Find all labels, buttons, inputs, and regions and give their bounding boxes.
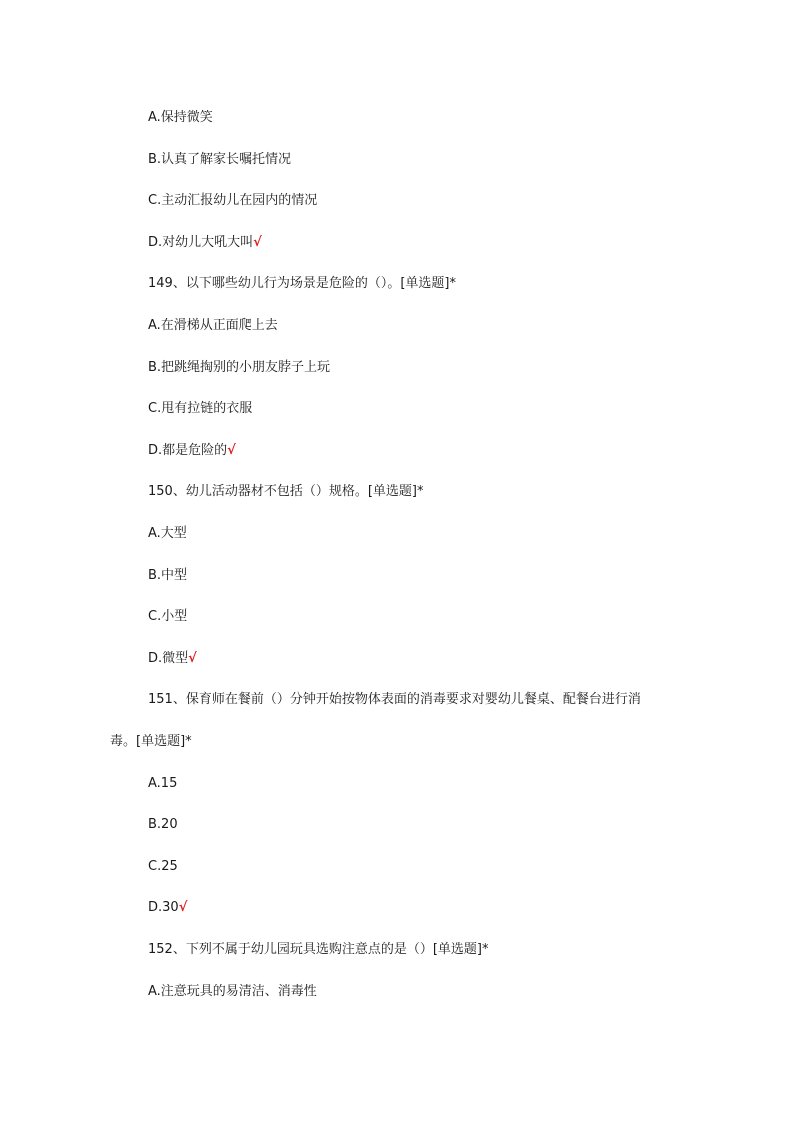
q149-option-d bbox=[148, 442, 236, 460]
q150-option-a: A.大型 bbox=[148, 526, 187, 541]
q151-option-b: B.20 bbox=[148, 817, 178, 832]
correct-check-icon: √ bbox=[188, 651, 197, 666]
q150-option-c: C.小型 bbox=[148, 609, 188, 624]
q148-option-a: A.保持微笑 bbox=[148, 110, 213, 125]
q148-option-b: B.认真了解家长嘱托情况 bbox=[148, 152, 292, 167]
option-text: D.微型 bbox=[148, 651, 189, 666]
q151-question-line2: 毒。[单选题]* bbox=[110, 734, 192, 749]
correct-check-icon: √ bbox=[227, 443, 236, 458]
q151-option-d bbox=[148, 899, 187, 917]
q148-option-c: C.主动汇报幼儿在园内的情况 bbox=[148, 193, 318, 208]
option-text: D.30 bbox=[148, 900, 179, 915]
correct-check-icon: √ bbox=[178, 900, 188, 915]
q149-option-b: B.把跳绳掏别的小朋友脖子上玩 bbox=[148, 360, 331, 375]
q152-option-a: A.注意玩具的易清洁、消毒性 bbox=[148, 984, 317, 999]
q148-option-d bbox=[148, 234, 262, 252]
q149-option-c: C.甩有拉链的衣服 bbox=[148, 401, 253, 416]
option-text: D.都是危险的 bbox=[148, 443, 228, 458]
option-text: D.对幼儿大吼大叫 bbox=[148, 235, 254, 250]
q149-option-a: A.在滑梯从正面爬上去 bbox=[148, 318, 278, 333]
q152-question: 152、下列不属于幼儿园玩具选购注意点的是（）[单选题]* bbox=[148, 942, 489, 957]
q150-option-b: B.中型 bbox=[148, 568, 188, 583]
q150-option-d bbox=[148, 650, 197, 668]
q151-option-a: A.15 bbox=[148, 776, 178, 791]
q150-question: 150、幼儿活动器材不包括（）规格。[单选题]* bbox=[148, 484, 424, 499]
correct-check-icon: √ bbox=[253, 235, 262, 250]
q151-option-c: C.25 bbox=[148, 859, 178, 874]
q151-question-line1: 151、保育师在餐前（）分钟开始按物体表面的消毒要求对婴幼儿餐桌、配餐台进行消 bbox=[148, 692, 641, 707]
q149-question: 149、以下哪些幼儿行为场景是危险的（）。[单选题]* bbox=[148, 276, 456, 291]
